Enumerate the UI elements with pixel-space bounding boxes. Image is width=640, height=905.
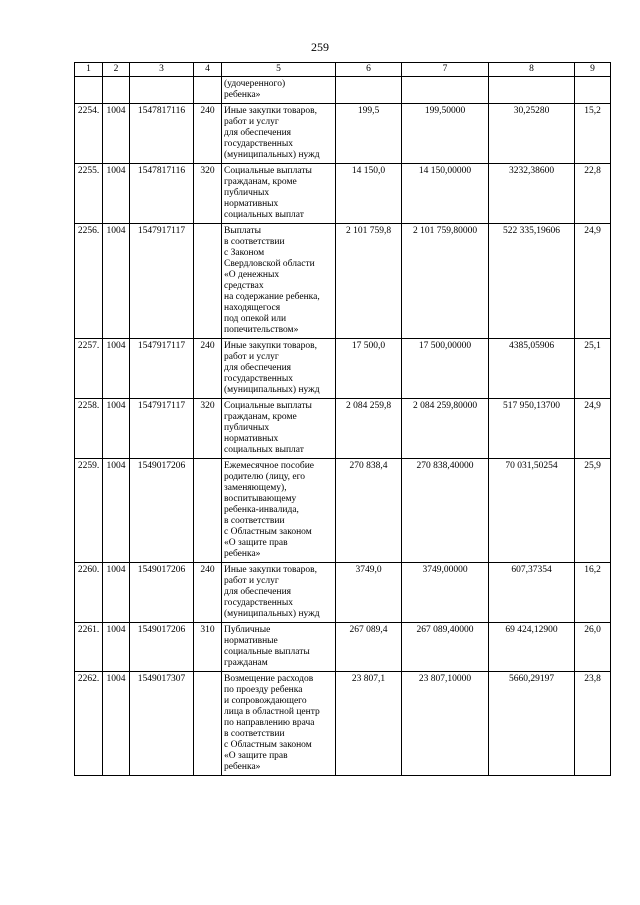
name-line: гражданам, кроме xyxy=(224,177,297,187)
header-row xyxy=(75,63,611,77)
empty-cell xyxy=(489,77,575,104)
name-line: в соответствии xyxy=(224,516,285,526)
name-cell xyxy=(222,563,336,623)
planned-amount-cell: 23 807,10000 xyxy=(402,672,489,776)
expense-type-cell: 310 xyxy=(194,623,222,672)
table-row xyxy=(75,339,611,399)
name-line: ребенка-инвалида, xyxy=(224,505,299,515)
execution-percent-cell: 24,9 xyxy=(575,399,611,459)
target-article-cell: 1549017307 xyxy=(130,672,194,776)
executed-amount-cell: 607,37354 xyxy=(489,563,575,623)
expense-type-cell: 240 xyxy=(194,104,222,164)
section-code-cell: 1004 xyxy=(103,623,130,672)
planned-amount-cell: 199,50000 xyxy=(402,104,489,164)
name-line: государственных xyxy=(224,598,294,608)
row-number-cell: 2260. xyxy=(75,563,103,623)
name-line: Свердловской области xyxy=(224,259,315,269)
table-body xyxy=(75,77,611,776)
name-line: заменяющему), xyxy=(224,483,287,493)
name-line: работ и услуг xyxy=(224,352,279,362)
table-row xyxy=(75,672,611,776)
name-line: нормативных xyxy=(224,199,279,209)
empty-cell xyxy=(75,77,103,104)
empty-cell xyxy=(130,77,194,104)
name-line: (муниципальных) нужд xyxy=(224,150,320,160)
expense-type-cell: 240 xyxy=(194,563,222,623)
approved-amount-cell: 17 500,0 xyxy=(336,339,402,399)
name-line: ребенка» xyxy=(224,549,261,559)
page-number: 259 xyxy=(311,40,329,54)
execution-percent-cell: 16,2 xyxy=(575,563,611,623)
row-number-cell: 2255. xyxy=(75,164,103,224)
execution-percent-cell: 25,1 xyxy=(575,339,611,399)
column-header: 6 xyxy=(336,63,402,77)
executed-amount-cell: 70 031,50254 xyxy=(489,459,575,563)
name-line: работ и услуг xyxy=(224,117,279,127)
name-line: по направлению врача xyxy=(224,718,315,728)
row-number-cell: 2262. xyxy=(75,672,103,776)
name-cell xyxy=(222,672,336,776)
section-code-cell: 1004 xyxy=(103,224,130,339)
column-header: 3 xyxy=(130,63,194,77)
row-number-cell: 2261. xyxy=(75,623,103,672)
name-line: Выплаты xyxy=(224,226,262,236)
name-cell xyxy=(222,459,336,563)
target-article-cell: 1549017206 xyxy=(130,623,194,672)
empty-cell xyxy=(103,77,130,104)
executed-amount-cell: 3232,38600 xyxy=(489,164,575,224)
name-line: родителю (лицу, его xyxy=(224,472,305,482)
name-cell xyxy=(222,339,336,399)
table-row xyxy=(75,104,611,164)
name-line: с Областным законом xyxy=(224,740,312,750)
name-line: социальных выплат xyxy=(224,445,304,455)
name-line: находящегося xyxy=(224,303,281,313)
table-row xyxy=(75,224,611,339)
name-line: Ежемесячное пособие xyxy=(224,461,314,471)
target-article-cell: 1549017206 xyxy=(130,563,194,623)
target-article-cell: 1547817116 xyxy=(130,164,194,224)
executed-amount-cell: 5660,29197 xyxy=(489,672,575,776)
name-cell xyxy=(222,399,336,459)
name-line: для обеспечения xyxy=(224,363,292,373)
name-line: (удочеренного) xyxy=(224,79,286,89)
executed-amount-cell: 69 424,12900 xyxy=(489,623,575,672)
approved-amount-cell: 267 089,4 xyxy=(336,623,402,672)
column-header: 7 xyxy=(402,63,489,77)
name-cell xyxy=(222,164,336,224)
name-line: на содержание ребенка, xyxy=(224,292,320,302)
row-number-cell: 2256. xyxy=(75,224,103,339)
name-line: работ и услуг xyxy=(224,576,279,586)
section-code-cell: 1004 xyxy=(103,399,130,459)
name-line: Социальные выплаты xyxy=(224,166,312,176)
planned-amount-cell: 14 150,00000 xyxy=(402,164,489,224)
executed-amount-cell: 30,25280 xyxy=(489,104,575,164)
name-line: Социальные выплаты xyxy=(224,401,312,411)
name-line: (муниципальных) нужд xyxy=(224,385,320,395)
target-article-cell: 1547817116 xyxy=(130,104,194,164)
executed-amount-cell: 517 950,13700 xyxy=(489,399,575,459)
row-number-cell: 2254. xyxy=(75,104,103,164)
expense-type-cell xyxy=(194,459,222,563)
approved-amount-cell: 2 084 259,8 xyxy=(336,399,402,459)
budget-table xyxy=(74,62,611,776)
name-line: для обеспечения xyxy=(224,128,292,138)
execution-percent-cell: 24,9 xyxy=(575,224,611,339)
name-line: Иные закупки товаров, xyxy=(224,341,317,351)
expense-type-cell xyxy=(194,224,222,339)
name-line: воспитывающему xyxy=(224,494,297,504)
name-line: средствах xyxy=(224,281,264,291)
column-header: 4 xyxy=(194,63,222,77)
name-line: в соответствии xyxy=(224,729,285,739)
name-line: гражданам xyxy=(224,658,268,668)
expense-type-cell xyxy=(194,672,222,776)
target-article-cell: 1547917117 xyxy=(130,339,194,399)
name-line: публичных xyxy=(224,188,270,198)
name-cell xyxy=(222,623,336,672)
target-article-cell: 1547917117 xyxy=(130,399,194,459)
name-line: с Областным законом xyxy=(224,527,312,537)
execution-percent-cell: 15,2 xyxy=(575,104,611,164)
execution-percent-cell: 25,9 xyxy=(575,459,611,563)
empty-cell xyxy=(575,77,611,104)
name-line: «О защите прав xyxy=(224,538,288,548)
row-number-cell: 2257. xyxy=(75,339,103,399)
empty-cell xyxy=(402,77,489,104)
name-line: публичных xyxy=(224,423,270,433)
target-article-cell: 1547917117 xyxy=(130,224,194,339)
name-line: и сопровождающего xyxy=(224,696,307,706)
table-row xyxy=(75,459,611,563)
name-line: ребенка» xyxy=(224,90,261,100)
name-cell xyxy=(222,224,336,339)
expense-type-cell: 320 xyxy=(194,399,222,459)
row-number-cell: 2258. xyxy=(75,399,103,459)
name-line: социальные выплаты xyxy=(224,647,310,657)
section-code-cell: 1004 xyxy=(103,459,130,563)
name-line: ребенка» xyxy=(224,762,261,772)
table-row xyxy=(75,399,611,459)
executed-amount-cell: 4385,05906 xyxy=(489,339,575,399)
approved-amount-cell: 14 150,0 xyxy=(336,164,402,224)
name-line: государственных xyxy=(224,374,294,384)
column-header: 2 xyxy=(103,63,130,77)
planned-amount-cell: 270 838,40000 xyxy=(402,459,489,563)
section-code-cell: 1004 xyxy=(103,672,130,776)
table-row xyxy=(75,563,611,623)
empty-cell xyxy=(194,77,222,104)
planned-amount-cell: 2 084 259,80000 xyxy=(402,399,489,459)
approved-amount-cell: 3749,0 xyxy=(336,563,402,623)
name-line: нормативные xyxy=(224,636,278,646)
name-cell xyxy=(222,77,336,104)
name-line: лица в областной центр xyxy=(224,707,320,717)
name-line: Возмещение расходов xyxy=(224,674,314,684)
name-cell xyxy=(222,104,336,164)
column-header: 5 xyxy=(222,63,336,77)
name-line: попечительством» xyxy=(224,325,299,335)
column-header: 1 xyxy=(75,63,103,77)
name-line: по проезду ребенка xyxy=(224,685,303,695)
name-line: «О защите прав xyxy=(224,751,288,761)
column-header: 9 xyxy=(575,63,611,77)
name-line: в соответствии xyxy=(224,237,285,247)
table-row xyxy=(75,623,611,672)
name-line: Иные закупки товаров, xyxy=(224,565,317,575)
empty-cell xyxy=(336,77,402,104)
name-line: государственных xyxy=(224,139,294,149)
planned-amount-cell: 267 089,40000 xyxy=(402,623,489,672)
execution-percent-cell: 23,8 xyxy=(575,672,611,776)
name-line: под опекой или xyxy=(224,314,287,324)
execution-percent-cell: 22,8 xyxy=(575,164,611,224)
approved-amount-cell: 23 807,1 xyxy=(336,672,402,776)
approved-amount-cell: 270 838,4 xyxy=(336,459,402,563)
approved-amount-cell: 199,5 xyxy=(336,104,402,164)
execution-percent-cell: 26,0 xyxy=(575,623,611,672)
continuation-row xyxy=(75,77,611,104)
target-article-cell: 1549017206 xyxy=(130,459,194,563)
name-line: Иные закупки товаров, xyxy=(224,106,317,116)
name-line: «О денежных xyxy=(224,270,280,280)
table-row xyxy=(75,164,611,224)
planned-amount-cell: 2 101 759,80000 xyxy=(402,224,489,339)
name-line: с Законом xyxy=(224,248,265,258)
planned-amount-cell: 17 500,00000 xyxy=(402,339,489,399)
section-code-cell: 1004 xyxy=(103,563,130,623)
section-code-cell: 1004 xyxy=(103,339,130,399)
name-line: для обеспечения xyxy=(224,587,292,597)
executed-amount-cell: 522 335,19606 xyxy=(489,224,575,339)
row-number-cell: 2259. xyxy=(75,459,103,563)
section-code-cell: 1004 xyxy=(103,164,130,224)
approved-amount-cell: 2 101 759,8 xyxy=(336,224,402,339)
name-line: гражданам, кроме xyxy=(224,412,297,422)
planned-amount-cell: 3749,00000 xyxy=(402,563,489,623)
name-line: нормативных xyxy=(224,434,279,444)
name-line: Публичные xyxy=(224,625,271,635)
section-code-cell: 1004 xyxy=(103,104,130,164)
name-line: социальных выплат xyxy=(224,210,304,220)
name-line: (муниципальных) нужд xyxy=(224,609,320,619)
expense-type-cell: 240 xyxy=(194,339,222,399)
column-header: 8 xyxy=(489,63,575,77)
expense-type-cell: 320 xyxy=(194,164,222,224)
